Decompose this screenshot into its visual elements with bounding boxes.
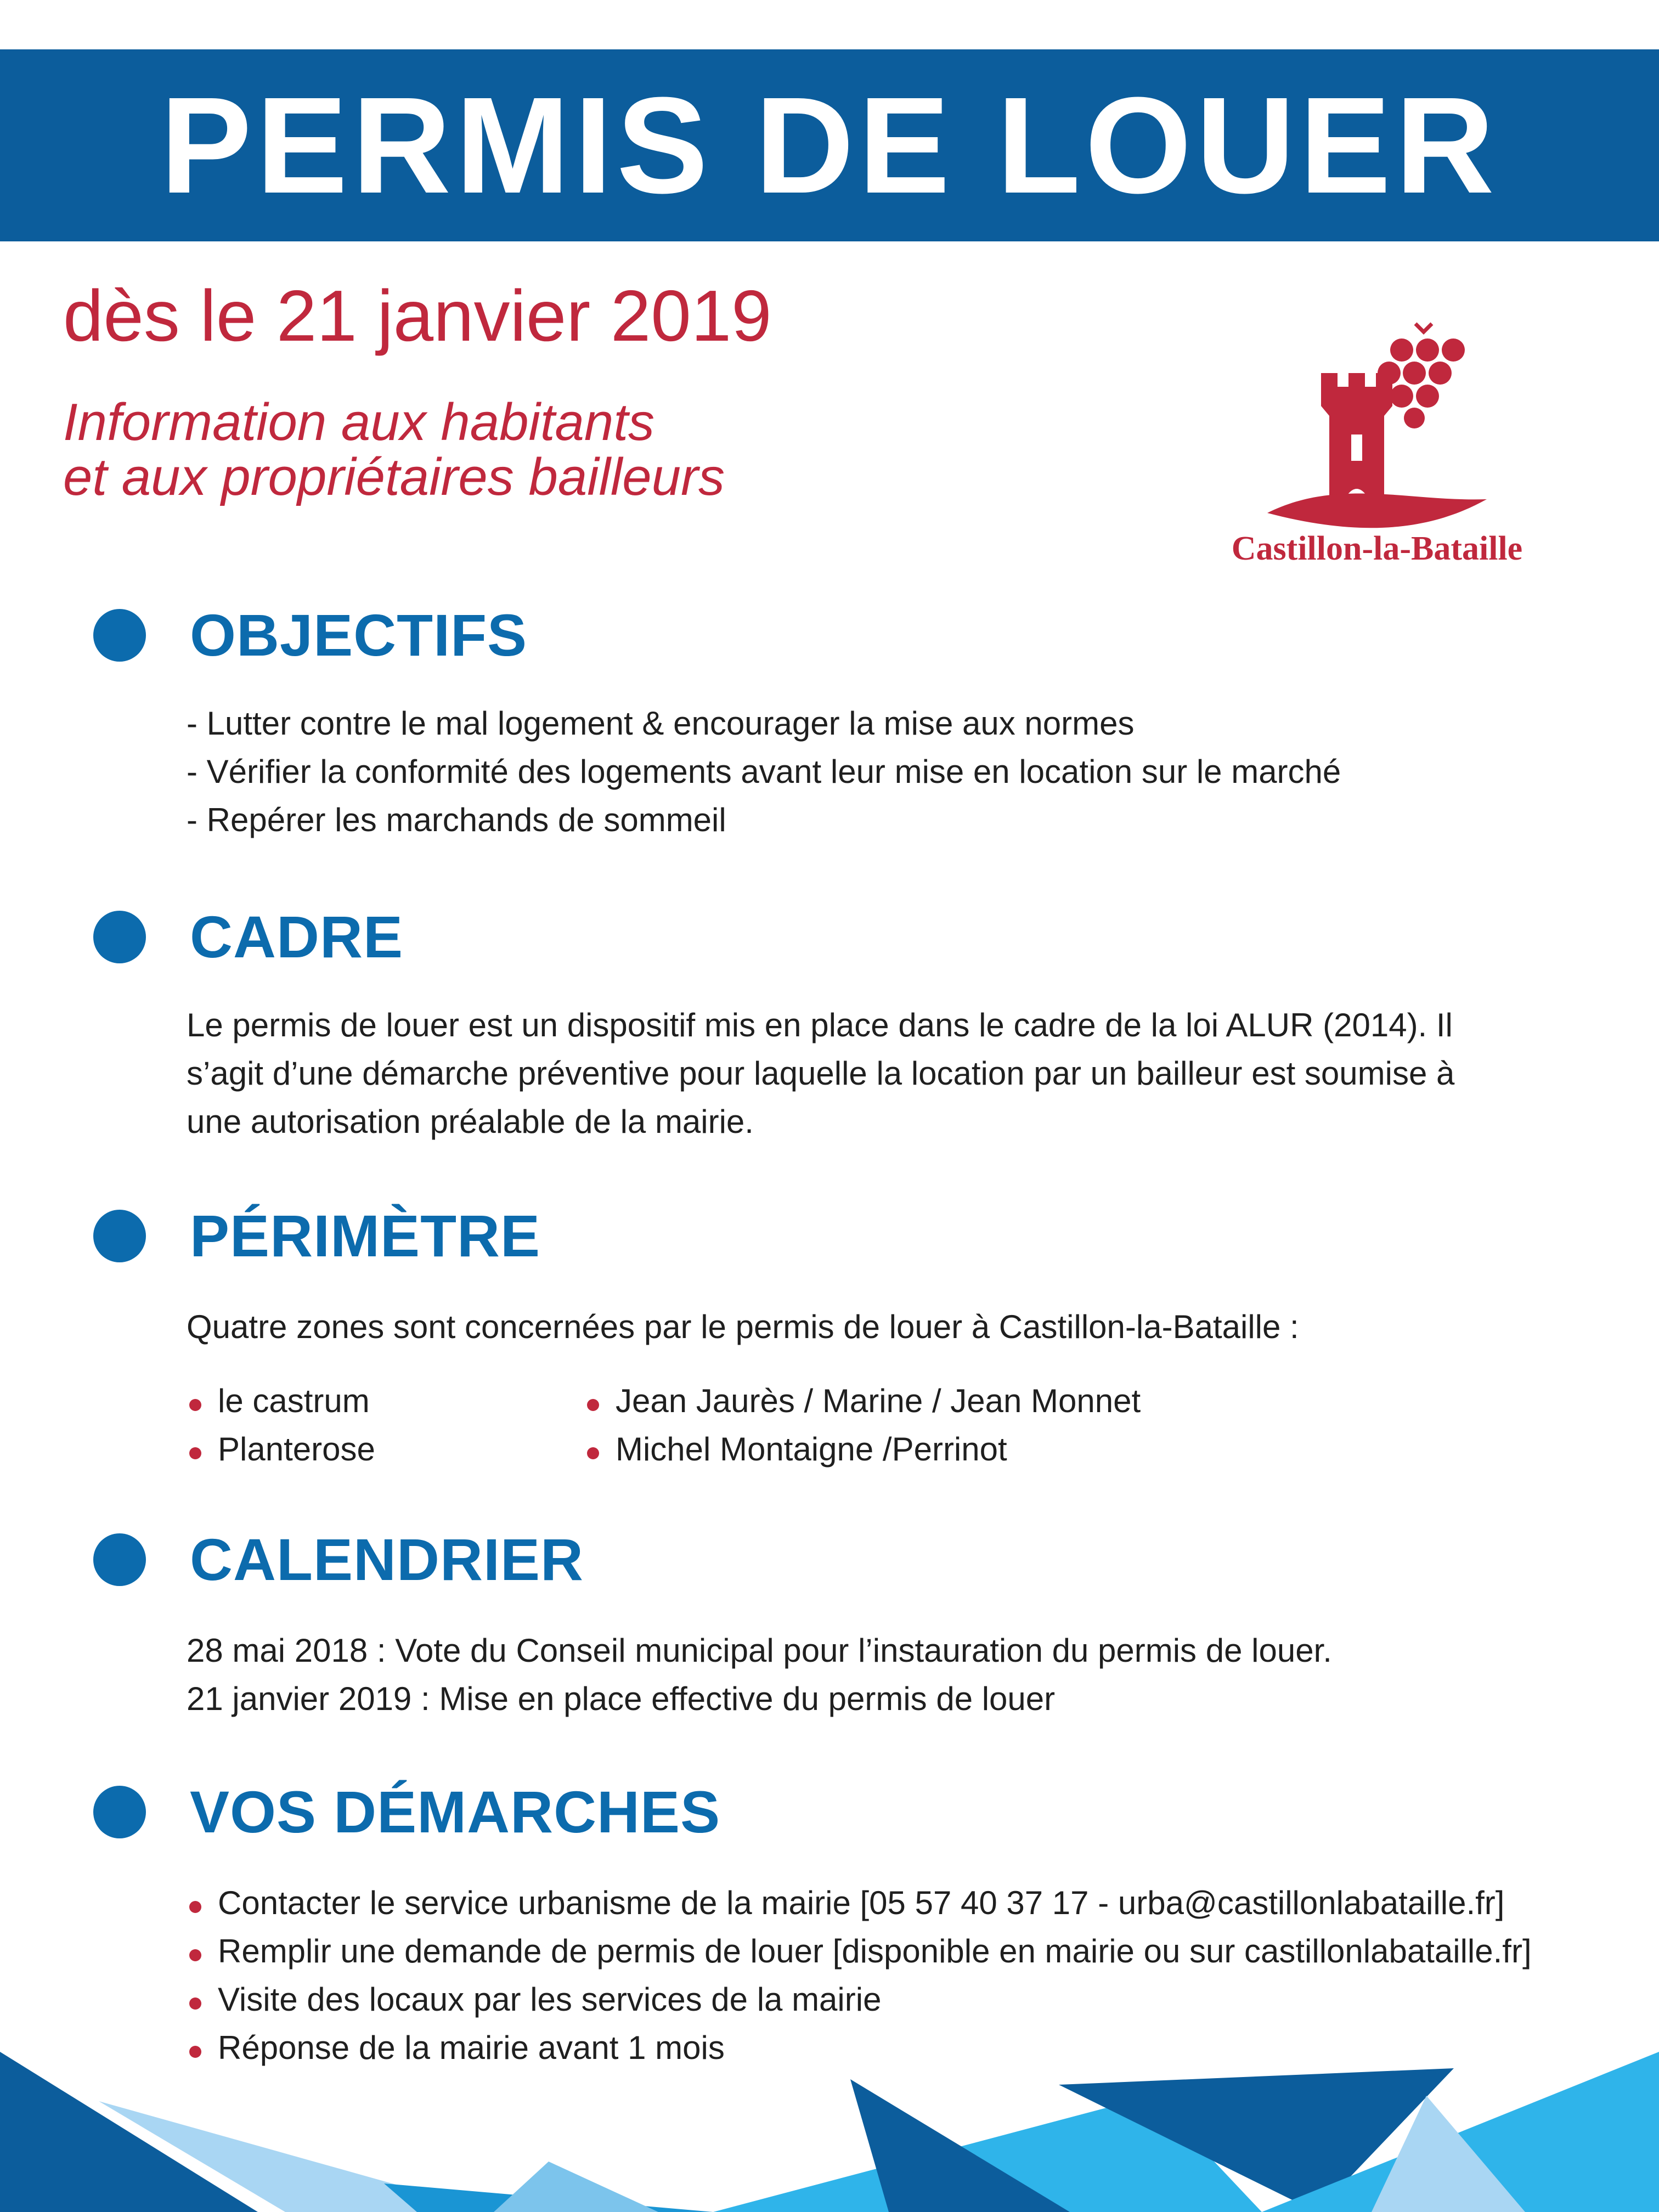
demarche-item: [189, 1927, 1532, 1976]
section-perimetre-heading: [93, 1201, 540, 1270]
objectif-line: - Repérer les marchands de sommeil: [187, 802, 726, 838]
section-bullet-icon: [93, 609, 146, 662]
title-banner: [0, 49, 1659, 241]
section-bullet-icon: [93, 1533, 146, 1586]
section-objectifs-title: OBJECTIFS: [190, 602, 528, 668]
cadre-line: une autorisation préalable de la mairie.: [187, 1103, 754, 1140]
town-name-logo: Castillon-la-Bataille: [1231, 530, 1523, 567]
section-objectifs-heading: [93, 601, 527, 669]
red-bullet-icon: [189, 1949, 201, 1961]
zone-list-left: [189, 1377, 375, 1474]
zone-label: Planterose: [218, 1431, 375, 1468]
demarche-item: [189, 1879, 1532, 1927]
section-bullet-icon: [93, 911, 146, 963]
cadre-line: Le permis de louer est un dispositif mis en place dans le cadre de la loi ALUR (2014). Il: [187, 1007, 1453, 1043]
cadre-line: s’agit d’une démarche préventive pour laquelle la location par un bailleur est soumise à: [187, 1055, 1455, 1092]
intro-subtitle: [63, 395, 725, 505]
red-bullet-icon: [189, 1399, 201, 1411]
perimetre-intro: Quatre zones sont concernées par le permis de louer à Castillon-la-Bataille :: [187, 1308, 1299, 1345]
objectif-line: - Lutter contre le mal logement & encourager la mise aux normes: [187, 705, 1135, 742]
objectifs-text: [187, 699, 1341, 844]
section-bullet-icon: [93, 1210, 146, 1262]
section-cadre-heading: [93, 902, 403, 971]
zone-label: Jean Jaurès / Marine / Jean Monnet: [616, 1383, 1141, 1419]
demarche-item: [189, 1976, 1532, 2024]
river-wave-icon: [1267, 493, 1487, 528]
demarche-label: Visite des locaux par les services de la mairie: [218, 1981, 882, 2018]
red-bullet-icon: [587, 1447, 599, 1459]
zone-item: [189, 1425, 375, 1474]
zone-list-right: [587, 1377, 1141, 1474]
section-demarches-heading: [93, 1778, 720, 1846]
demarche-label: Réponse de la mairie avant 1 mois: [218, 2029, 725, 2066]
zone-label: le castrum: [218, 1383, 370, 1419]
start-date-heading: dès le 21 janvier 2019: [63, 275, 772, 356]
decorative-triangles: [0, 2019, 1659, 2212]
section-cadre-title: CADRE: [190, 904, 404, 970]
section-bullet-icon: [93, 1786, 146, 1838]
objectif-line: - Vérifier la conformité des logements avant leur mise en location sur le marché: [187, 753, 1341, 790]
red-bullet-icon: [189, 1901, 201, 1913]
demarche-label: Contacter le service urbanisme de la mairie [05 57 40 37 17 - urba@castillonlabataille.fr]: [218, 1884, 1505, 1921]
zone-label: Michel Montaigne /Perrinot: [616, 1431, 1007, 1468]
calendar-line: 21 janvier 2019 : Mise en place effective du permis de louer: [187, 1680, 1056, 1717]
zone-item: [587, 1425, 1141, 1474]
intro-line-2: et aux propriétaires bailleurs: [63, 448, 725, 506]
section-calendrier-title: CALENDRIER: [190, 1526, 584, 1593]
page-title: PERMIS DE LOUER: [160, 69, 1499, 222]
calendar-line: 28 mai 2018 : Vote du Conseil municipal pour l’instauration du permis de louer.: [187, 1632, 1332, 1669]
calendrier-text: [187, 1627, 1332, 1723]
section-calendrier-heading: [93, 1525, 584, 1594]
red-bullet-icon: [587, 1399, 599, 1411]
red-bullet-icon: [189, 1997, 201, 2010]
cadre-text: [187, 1001, 1454, 1146]
red-bullet-icon: [189, 1447, 201, 1459]
zone-item: [189, 1377, 375, 1425]
section-perimetre-title: PÉRIMÈTRE: [190, 1203, 541, 1269]
section-demarches-title: VOS DÉMARCHES: [190, 1779, 721, 1845]
zone-item: [587, 1377, 1141, 1425]
demarche-label: Remplir une demande de permis de louer [disponible en mairie ou sur castillonlabataille.fr]: [218, 1933, 1532, 1970]
intro-line-1: Information aux habitants: [63, 393, 654, 452]
